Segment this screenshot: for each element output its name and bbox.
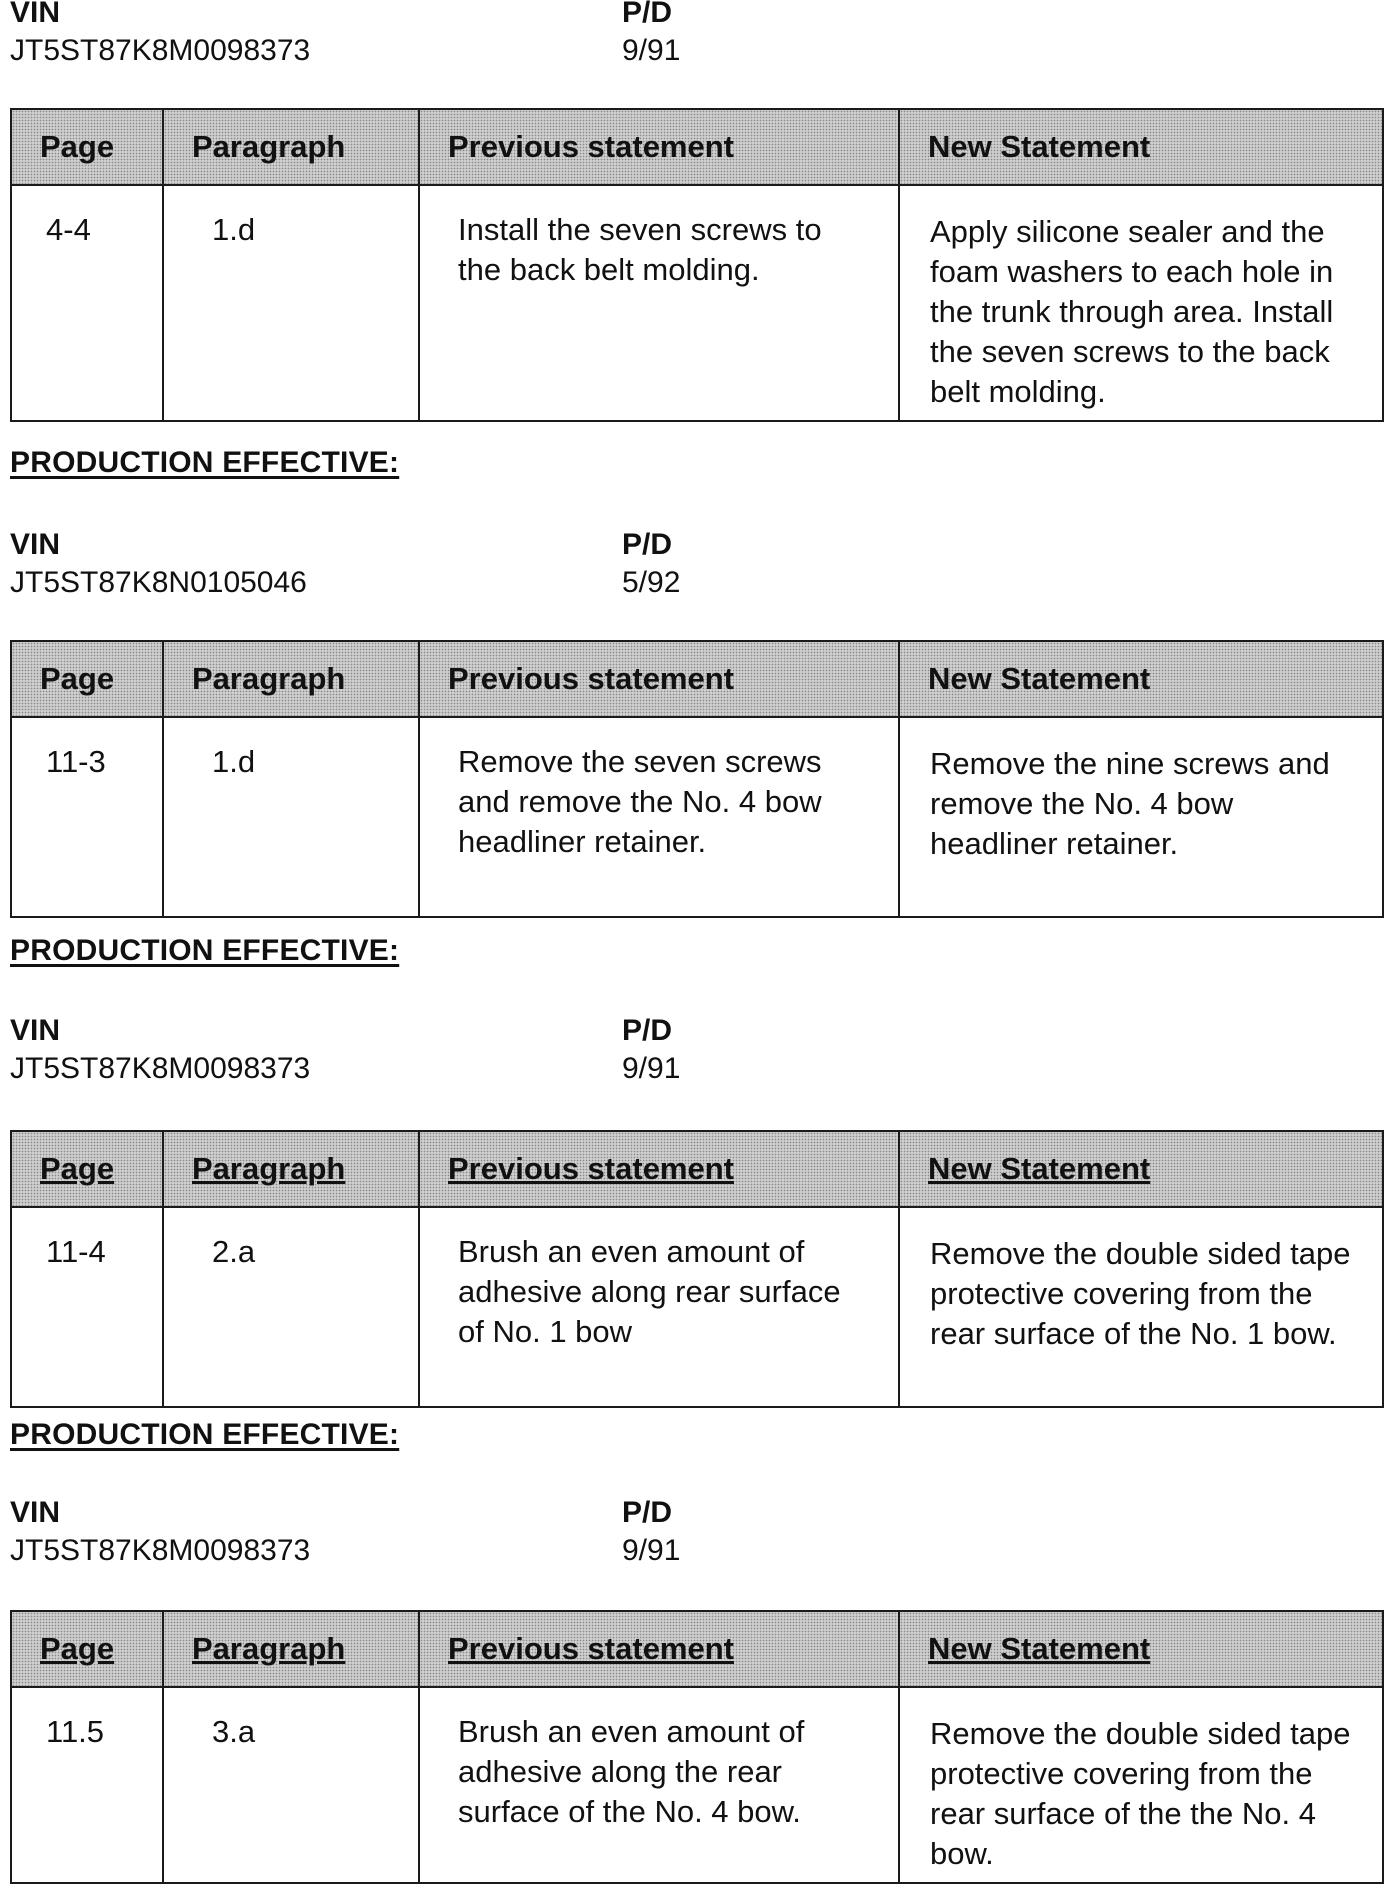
vin-label: VIN: [10, 1014, 61, 1047]
col-new: New Statement: [899, 1131, 1383, 1207]
production-effective-heading: PRODUCTION EFFECTIVE:: [10, 446, 400, 479]
col-previous: Previous statement: [419, 641, 899, 717]
cell-new: Remove the double sided tape protective covering from the rear surface of the the No. 4 bow.: [899, 1687, 1383, 1883]
table-row: [11, 1207, 1383, 1407]
pd-value: 9/91: [622, 1534, 681, 1567]
vin-label: VIN: [10, 0, 61, 29]
cell-page: 11-3: [11, 717, 163, 917]
cell-page: 4-4: [11, 185, 163, 421]
col-page: Page: [11, 641, 163, 717]
cell-new: Remove the nine screws and remove the No. 4 bow headliner retainer.: [899, 717, 1383, 917]
col-paragraph: Paragraph: [163, 109, 419, 185]
pd-value: 5/92: [622, 566, 681, 599]
pd-label: P/D: [622, 1496, 673, 1529]
pd-label: P/D: [622, 1014, 673, 1047]
cell-paragraph: 2.a: [163, 1207, 419, 1407]
col-page: Page: [11, 1131, 163, 1207]
statement-table-1: [10, 108, 1384, 422]
production-effective-heading: PRODUCTION EFFECTIVE:: [10, 934, 400, 967]
table-row: [11, 717, 1383, 917]
vin-label: VIN: [10, 528, 61, 561]
table-header-row: [11, 109, 1383, 185]
cell-new: Remove the double sided tape protective covering from the rear surface of the No. 1 bow.: [899, 1207, 1383, 1407]
vin-value: JT5ST87K8M0098373: [10, 34, 311, 67]
cell-previous: Brush an even amount of adhesive along the rear surface of the No. 4 bow.: [419, 1687, 899, 1883]
cell-previous: Brush an even amount of adhesive along rear surface of No. 1 bow: [419, 1207, 899, 1407]
statement-table-3: [10, 1130, 1384, 1408]
vin-value: JT5ST87K8M0098373: [10, 1534, 311, 1567]
pd-label: P/D: [622, 0, 673, 29]
table-header-row: [11, 641, 1383, 717]
cell-page: 11-4: [11, 1207, 163, 1407]
pd-label: P/D: [622, 528, 673, 561]
col-new: New Statement: [899, 641, 1383, 717]
col-previous: Previous statement: [419, 1611, 899, 1687]
cell-new: Apply silicone sealer and the foam washers to each hole in the trunk through area. Install the seven screws to the back belt molding.: [899, 185, 1383, 421]
vin-header-4: [10, 1494, 1370, 1570]
statement-table-2: [10, 640, 1384, 918]
vin-value: JT5ST87K8M0098373: [10, 1052, 311, 1085]
cell-paragraph: 3.a: [163, 1687, 419, 1883]
col-page: Page: [11, 1611, 163, 1687]
statement-table-4: [10, 1610, 1384, 1884]
vin-header-2: [10, 526, 1370, 602]
col-new: New Statement: [899, 109, 1383, 185]
col-page: Page: [11, 109, 163, 185]
col-new: New Statement: [899, 1611, 1383, 1687]
col-paragraph: Paragraph: [163, 641, 419, 717]
vin-value: JT5ST87K8N0105046: [10, 566, 307, 599]
cell-previous: Remove the seven screws and remove the No. 4 bow headliner retainer.: [419, 717, 899, 917]
col-previous: Previous statement: [419, 1131, 899, 1207]
col-paragraph: Paragraph: [163, 1611, 419, 1687]
table-row: [11, 185, 1383, 421]
vin-header-3: [10, 1012, 1370, 1088]
pd-value: 9/91: [622, 34, 681, 67]
cell-paragraph: 1.d: [163, 185, 419, 421]
table-header-row: [11, 1131, 1383, 1207]
pd-value: 9/91: [622, 1052, 681, 1085]
table-row: [11, 1687, 1383, 1883]
vin-header-1: [10, 0, 1370, 70]
production-effective-heading: PRODUCTION EFFECTIVE:: [10, 1418, 400, 1451]
cell-page: 11.5: [11, 1687, 163, 1883]
cell-previous: Install the seven screws to the back belt molding.: [419, 185, 899, 421]
col-paragraph: Paragraph: [163, 1131, 419, 1207]
col-previous: Previous statement: [419, 109, 899, 185]
vin-label: VIN: [10, 1496, 61, 1529]
table-header-row: [11, 1611, 1383, 1687]
cell-paragraph: 1.d: [163, 717, 419, 917]
